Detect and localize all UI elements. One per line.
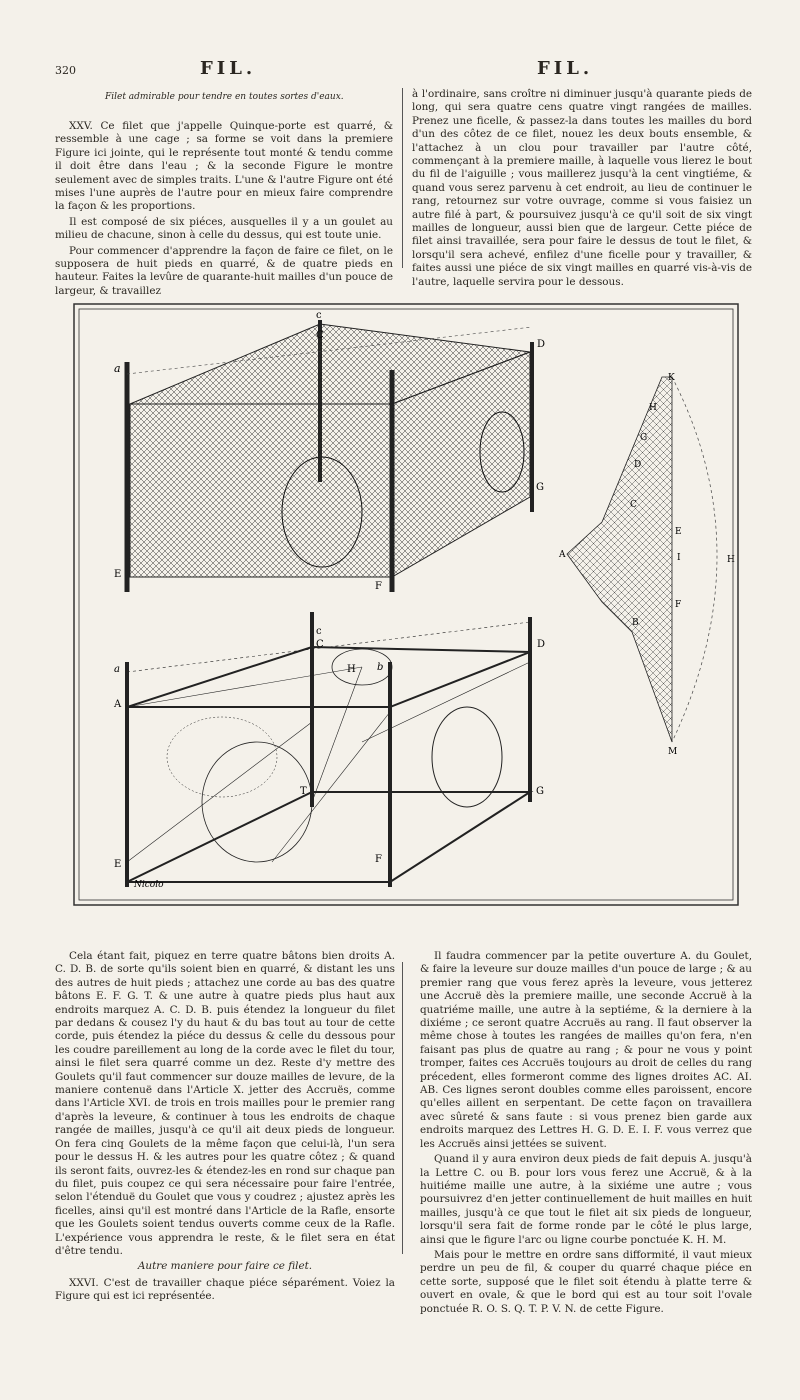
svg-text:M: M [668,747,678,757]
upper-net-figure [114,310,545,592]
page-number: 320 [55,64,76,77]
fig-label-T2: T [300,786,307,797]
svg-text:H: H [727,555,735,565]
svg-text:G: G [640,433,648,443]
svg-text:A: A [559,550,566,560]
fig-label-c2: c [316,626,322,637]
paragraph: XXVI. C'est de travailler chaque piéce séparément. Voiez la Figure qui est ici représentée. [55,1276,395,1303]
engraver-signature: Nicolo [134,880,164,890]
fig-label-F: F [375,581,382,592]
fig-label-a2: a [114,664,120,675]
svg-text:E: E [675,527,682,537]
engraving-plate [72,302,740,907]
fig-label-E: E [114,569,122,580]
paragraph: Il faudra commencer par la petite ouverture A. du Goulet, & faire la leveure sur douze mailles d'un pouce de large ; & au premier rang que vous ferez après la leveure, vous jetterez une Accruë dès la premiere maille, une seconde Accruë à la quatriéme maille, une autre à la septiéme, & la derniere à la dixiéme ; ce seront quatre Accruës au rang. Il faut observer la même chose à toutes les rangées de mailles qu'on fera, n'en faisant pas plus de quatre au rang ; & pour ne vous y point tromper, faites ces Accruës toujours au droit de celles du rang précedent, elles formeront comme des lignes droites AC. AI. AB. Ces lignes seront doubles comme elles paroissent, encore qu'elles aillent en serpentant. De cette façon on travaillera avec sûreté & sans faute : si vous prenez bien garde aux endroits marquez des Lettres H. G. D. E. I. F. vous verrez que les Accruës ainsi jettées se suivent. [420,950,752,1150]
fig-label-c: c [316,310,322,321]
svg-text:H: H [649,403,657,413]
fig-label-F2: F [375,854,382,865]
paragraph: Quand il y aura environ deux pieds de fait depuis A. jusqu'à la Lettre C. ou B. pour lors vous ferez une Accruë, & à la huitiéme maille une autre, à la sixiéme une autre ; vous poursuivrez d'en jetter continuellement de huit mailles en huit mailles, jusqu'à ce que tout le filet ait six pieds de longueur, lorsqu'il sera fait de forme ronde par le côté le plus large, ainsi que le figure l'arc ou ligne courbe ponctuée K. H. M. [420,1153,752,1246]
goulet-pattern-figure [558,373,735,757]
fig-label-D: D [537,339,546,350]
svg-text:F: F [675,600,682,610]
svg-text:C: C [630,500,637,510]
paragraph: à l'ordinaire, sans croître ni diminuer jusqu'à quarante pieds de long, qui sera quatre cens quatre vingt rangées de mailles. Prenez une ficelle, & passez-la dans toutes les mailles du bord d'un des côtez de ce filet, nouez les deux bouts ensemble, & l'attachez à un clou pour travailler par l'autre côté, commençant à la premiere maille, à laquelle vous lierez le bout du fil de l'aiguille ; vous maillerez jusqu'à la cent vingtiéme, & quand vous serez parvenu à cet endroit, au lieu de continuer le rang, retournez sur votre ouvrage, comme si vous faisiez un autre filé à part, & poursuivez jusqu'à ce qu'il soit de six vingt mailles de longueur, aussi bien que de largeur. Cette piéce de filet ainsi travaillée, sera pour faire le dessus de tout le filet, & lorsqu'il sera achevé, enfilez d'une ficelle pour y travailler, & faites aussi une piéce de six vingt mailles en quarré vis-à-vis de l'autre, laquelle servira pour le dessous. [412,88,752,288]
svg-text:I: I [677,553,681,563]
paragraph: Cela étant fait, piquez en terre quatre bâtons bien droits A. C. D. B. de sorte qu'ils soient bien en quarré, & distant les uns des autres de huit pieds ; attachez une corde au bas des quatre bâtons E. F. G. T. & une autre à quatre pieds plus haut aux endroits marquez A. C. D. B. puis étendez la longueur du filet par dedans & cousez l'y du haut & du bas tout au tour de cette corde, puis étendez la piéce du dessus & celle du dessous pour les coudre pareillement au long de la corde avec le filet du tour, ainsi le filet sera quarré comme un dez. Reste d'y mettre des Goulets qu'il faut commencer sur douze mailles de levure, de la maniere contenuë dans l'Article X. jetter des Accruës, comme dans l'Article XVI. de trois en trois mailles pour le premier rang d'après la leveure, & continuer à tous les endroits de chaque rangée de mailles, jusqu'à ce qu'il ait deux pieds de longueur. On fera cinq Goulets de la même façon que celui-là, l'un sera pour le dessus H. & les autres pour les quatre côtez ; & quand ils seront faits, ouvrez-les & étendez-les en rond sur chaque pan du filet, puis coupez ce qui sera nécessaire pour faire l'entrée, selon l'étenduë du Goulet que vous y coudrez ; ajustez après les ficelles, ainsi qu'il est montré dans l'Article de la Rafle, ensorte que les Goulets soient tendus ouverts comme ceux de la Rafle. L'expérience vous apprendra le reste, & le filet sera en état d'être tendu. [55,950,395,1257]
fig-label-a: a [114,362,121,375]
fig-label-G2: G [536,786,544,797]
paragraph: Il est composé de six piéces, ausquelles il y a un goulet au milieu de chacune, sinon à celle du dessus, qui est toute unie. [55,215,393,242]
column-divider [402,962,403,1254]
fig-label-b2: b [377,662,384,673]
fig-label-E2: E [114,859,122,870]
column-divider [402,88,403,268]
fig-label-C: C [316,330,324,341]
paragraph: Pour commencer d'apprendre la façon de faire ce filet, on le supposera de huit pieds en quarré, & de quatre pieds en hauteur. Faites la levûre de quarante-huit mailles d'un pouce de largeur, & travaillez [55,244,393,297]
top-right-column [412,88,752,291]
paragraph: XXV. Ce filet que j'appelle Quinque-porte est quarré, & ressemble à une cage ; sa forme se voit dans la premiere Figure ici jointe, qui le représente tout monté & tendu comme il doit être dans l'eau ; & la seconde Figure le montre seulement avec de simples traits. L'une & l'autre Figure ont été mises l'une auprès de l'autre pour en mieux faire comprendre la façon & les proportions. [55,120,393,213]
svg-text:D: D [634,460,642,470]
fig-label-G: G [536,482,544,493]
svg-text:B: B [632,618,639,628]
lower-figure-labels [113,626,545,890]
bottom-left-column [55,950,395,1306]
paragraph: Mais pour le mettre en ordre sans difformité, il vaut mieux perdre un peu de fil, & couper du quarré chaque piéce en cette sorte, supposé que le filet soit étendu à platte terre & ouvert en ovale, & que le bord qui est au tour soit l'ovale ponctuée R. O. S. Q. T. P. V. N. de cette Figure. [420,1248,752,1315]
fig-label-D2: D [537,639,546,650]
fig-label-C2: C [316,639,324,650]
bottom-right-column [420,950,752,1318]
running-head-left: FIL. [200,58,257,79]
lower-line-figure [127,612,530,887]
svg-text:K: K [668,373,675,383]
top-left-column [55,120,393,300]
fig-label-A2: A [114,699,122,710]
section-heading: Autre maniere pour faire ce filet. [137,1260,313,1273]
section-subtitle: Filet admirable pour tendre en toutes sortes d'eaux. [105,92,344,102]
running-head-right: FIL. [537,58,594,79]
fig-label-H2: H [347,664,356,675]
